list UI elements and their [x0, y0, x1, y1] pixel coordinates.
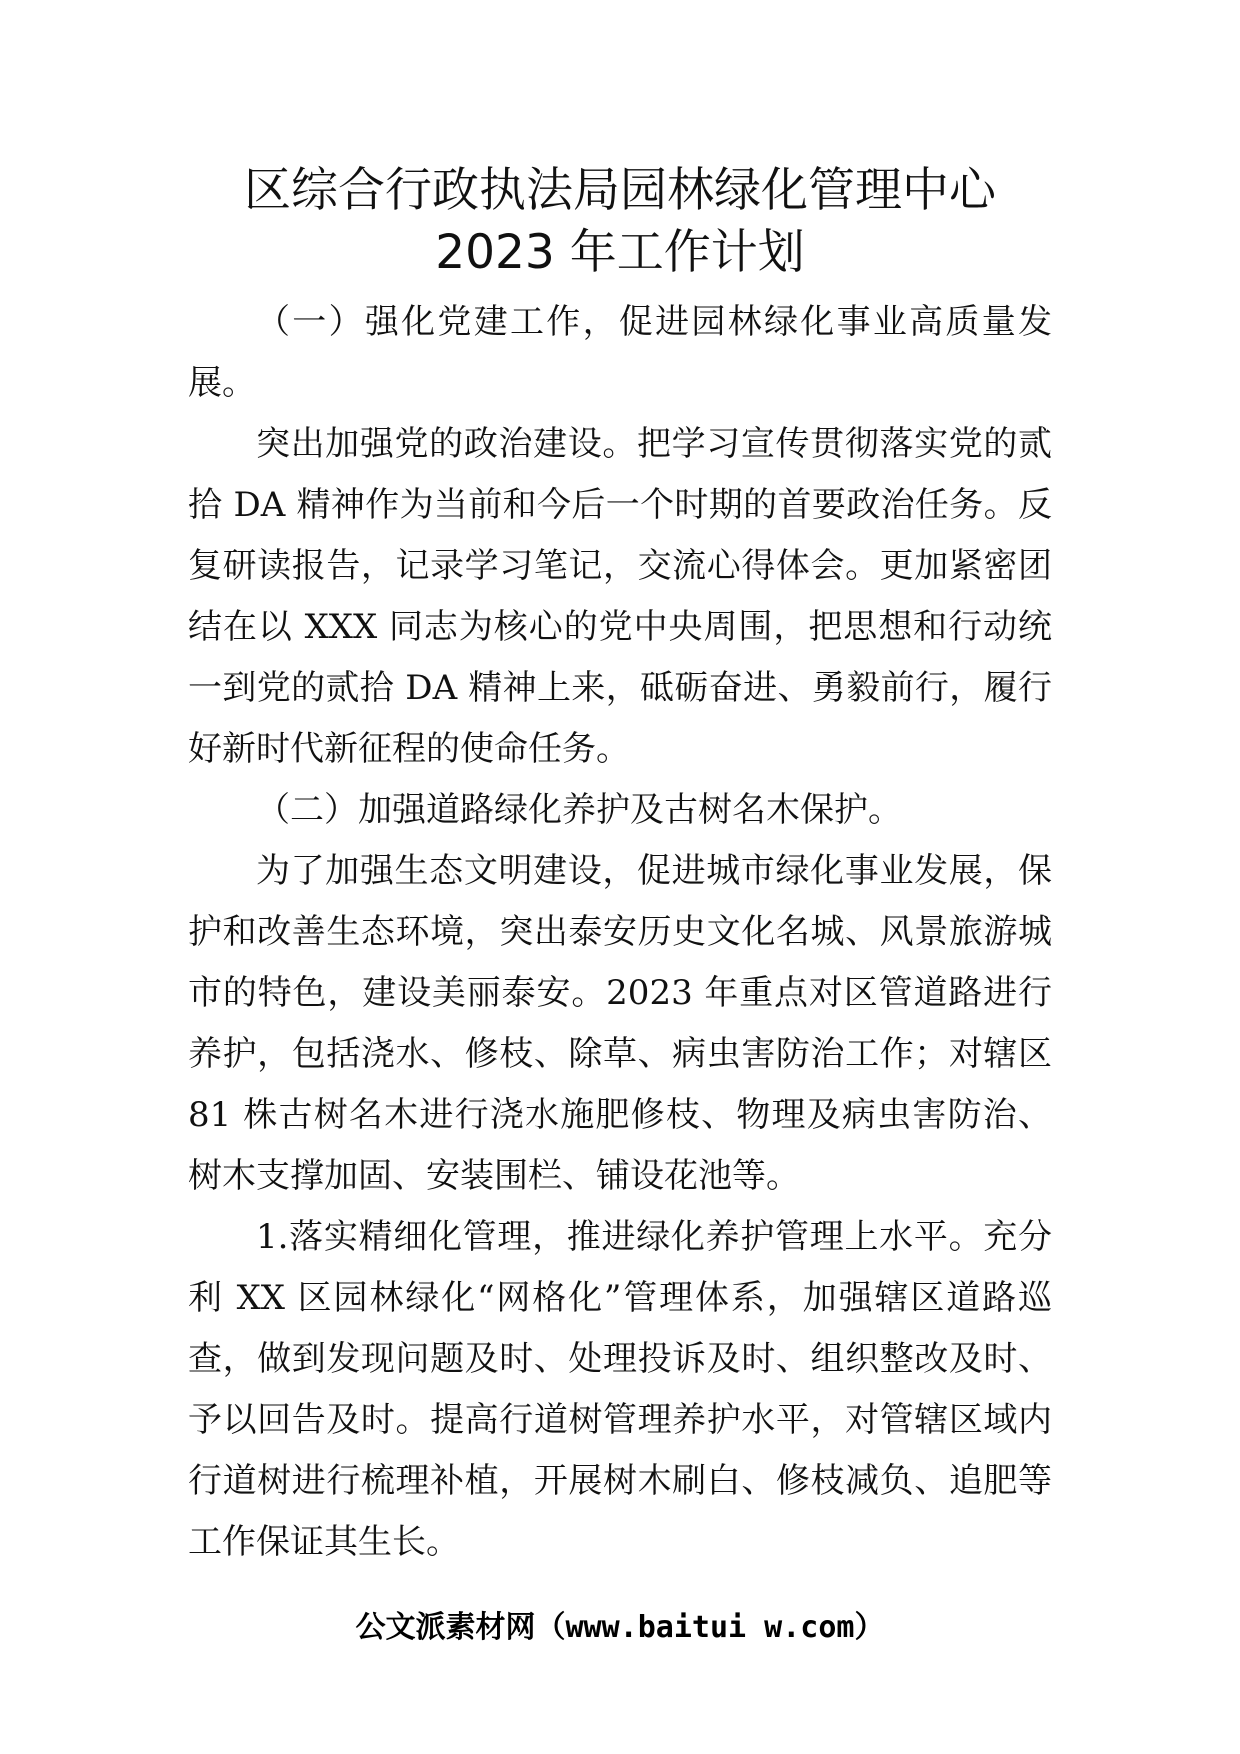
title-line-1: 区综合行政执法局园林绿化管理中心: [244, 163, 996, 218]
footer-site-link[interactable]: （www.baitui w.com）: [535, 1610, 885, 1645]
document-title: [0, 160, 1240, 284]
body-paragraph-3: 1.落实精细化管理，推进绿化养护管理上水平。充分利 XX 区园林绿化“网格化”管理体系，加强辖区道路巡查，做到发现问题及时、处理投诉及时、组织整改及时、予以回告及时。提高行道树管理养护水平，对管辖区域内行道树进行梳理补植，开展树木刷白、修枝减负、追肥等工作保证其生长。: [188, 1217, 1052, 1562]
page-footer: [0, 1608, 1240, 1648]
title-line-2: 2023 年工作计划: [435, 225, 805, 280]
body-paragraph-1: 突出加强党的政治建设。把学习宣传贯彻落实党的贰拾 DA 精神作为当前和今后一个时期的首要政治任务。反复研读报告，记录学习笔记，交流心得体会。更加紧密团结在以 XXX 同志为核心的党中央周围，把思想和行动统一到党的贰拾 DA 精神上来，砥砺奋进、勇毅前行，履行好新时代新征程的使命任务。: [188, 424, 1052, 769]
body-paragraph-2: 为了加强生态文明建设，促进城市绿化事业发展，保护和改善生态环境，突出泰安历史文化名城、风景旅游城市的特色，建设美丽泰安。2023 年重点对区管道路进行养护，包括浇水、修枝、除草、病虫害防治工作；对辖区 81 株古树名木进行浇水施肥修枝、物理及病虫害防治、树木支撑加固、安装围栏、铺设花池等。: [188, 851, 1052, 1196]
footer-source-label: 公文派素材网: [355, 1610, 536, 1645]
section-heading-2: （二）加强道路绿化养护及古树名木保护。: [256, 790, 902, 830]
section-heading-1: （一）强化党建工作，促进园林绿化事业高质量发展。: [188, 302, 1052, 403]
document-body: [188, 292, 1052, 1573]
